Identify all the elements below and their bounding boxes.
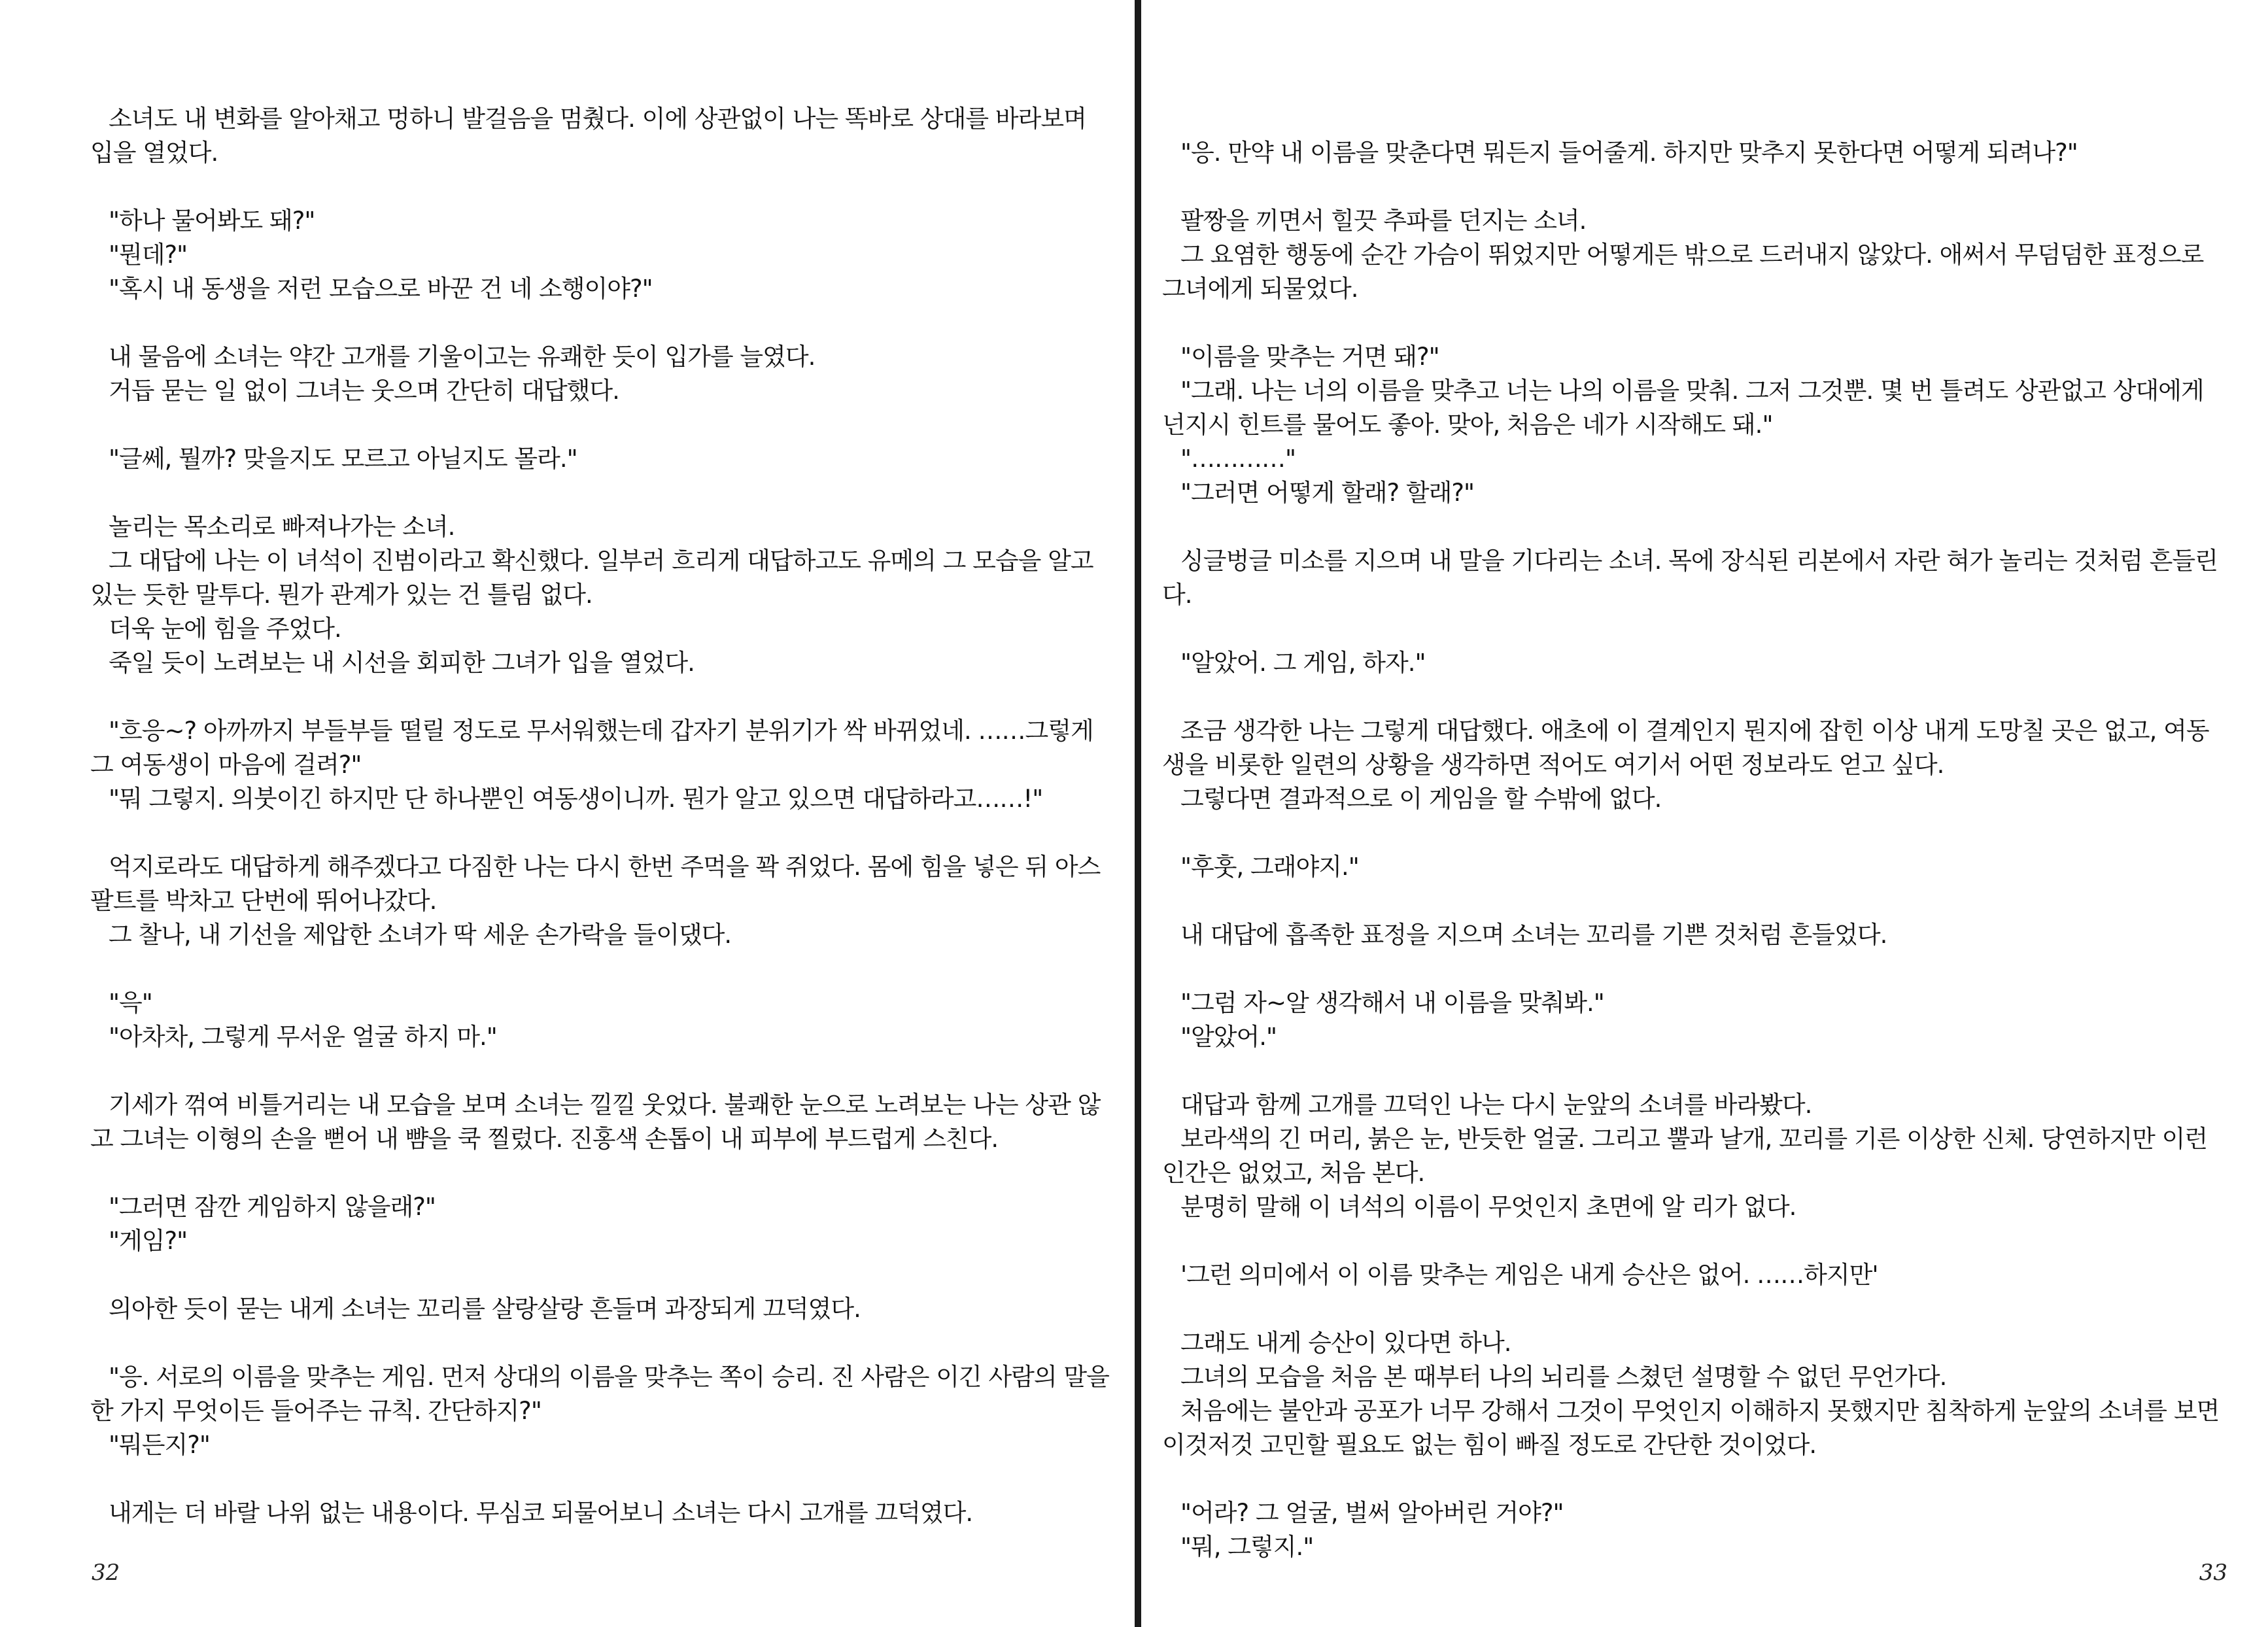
text-paragraph: "윽" bbox=[109, 989, 152, 1017]
paragraph-spacer bbox=[90, 306, 1110, 340]
text-paragraph: "그러면 어떻게 할래? 할래?" bbox=[1180, 479, 1475, 507]
paragraph-spacer bbox=[90, 680, 1110, 714]
left-page-number: 32 bbox=[92, 1560, 120, 1586]
text-paragraph: 거듭 묻는 일 없이 그녀는 웃으며 간단히 대답했다. bbox=[109, 377, 619, 405]
text-paragraph: 보라색의 긴 머리, 붉은 눈, 반듯한 얼굴. 그리고 뿔과 날개, 꼬리를 기른 이상한 신체. 당연하지만 이런 인간은 없었고, 처음 본다. bbox=[1162, 1125, 2214, 1187]
paragraph-spacer bbox=[1162, 680, 2222, 714]
paragraph-spacer bbox=[1162, 510, 2222, 544]
paragraph-spacer bbox=[90, 1326, 1110, 1360]
text-paragraph: "혹시 내 동생을 저런 모습으로 바꾼 건 네 소행이야?" bbox=[109, 275, 653, 303]
text-paragraph: 억지로라도 대답하게 해주겠다고 다짐한 나는 다시 한번 주먹을 꽉 쥐었다. 몸에 힘을 넣은 뒤 아스팔트를 박차고 단번에 뛰어나갔다. bbox=[90, 853, 1101, 915]
text-paragraph: "아차차, 그렇게 무서운 얼굴 하지 마." bbox=[109, 1023, 497, 1051]
text-paragraph: 내 물음에 소녀는 약간 고개를 기울이고는 유쾌한 듯이 입가를 늘였다. bbox=[109, 343, 816, 371]
paragraph-spacer bbox=[1162, 952, 2222, 986]
paragraph-spacer bbox=[1162, 306, 2222, 340]
text-paragraph: 처음에는 불안과 공포가 너무 강해서 그것이 무엇인지 이해하지 못했지만 침착하게 눈앞의 소녀를 보면 이것저것 고민할 필요도 없는 힘이 빠질 정도로 간단한 것이었다. bbox=[1162, 1397, 2227, 1459]
text-paragraph: "그래. 나는 너의 이름을 맞추고 너는 나의 이름을 맞춰. 그저 그것뿐. 몇 번 틀려도 상관없고 상대에게 넌지시 힌트를 물어도 좋아. 맞아, 처음은 네가 시작해도 돼." bbox=[1162, 377, 2211, 439]
text-paragraph: 의아한 듯이 묻는 내게 소녀는 꼬리를 살랑살랑 흔들며 과장되게 끄덕였다. bbox=[109, 1295, 861, 1323]
paragraph-spacer bbox=[1162, 1224, 2222, 1258]
text-paragraph: "흐응~? 아까까지 부들부들 떨릴 정도로 무서워했는데 갑자기 분위기가 싹 바뀌었네. ……그렇게 그 여동생이 마음에 걸려?" bbox=[90, 717, 1101, 779]
text-paragraph: "글쎄, 뭘까? 맞을지도 모르고 아닐지도 몰라." bbox=[109, 445, 577, 473]
right-page-text bbox=[1162, 136, 2227, 1564]
text-paragraph: "그러면 잠깐 게임하지 않을래?" bbox=[109, 1193, 436, 1221]
paragraph-spacer bbox=[90, 1258, 1110, 1292]
text-paragraph: "후훗, 그래야지." bbox=[1180, 853, 1359, 881]
text-paragraph: 분명히 말해 이 녀석의 이름이 무엇인지 초면에 알 리가 없다. bbox=[1180, 1193, 1796, 1221]
text-paragraph: 놀리는 목소리로 빠져나가는 소녀. bbox=[109, 513, 455, 541]
paragraph-spacer bbox=[90, 816, 1110, 850]
paragraph-spacer bbox=[90, 1462, 1110, 1496]
paragraph-spacer bbox=[1162, 816, 2222, 850]
text-paragraph: 조금 생각한 나는 그렇게 대답했다. 애초에 이 결계인지 뭔지에 잡힌 이상 내게 도망칠 곳은 없고, 여동생을 비롯한 일련의 상황을 생각하면 적어도 여기서 어떤 정보라도 얻고 싶다. bbox=[1162, 717, 2209, 779]
text-paragraph: "어라? 그 얼굴, 벌써 알아버린 거야?" bbox=[1180, 1499, 1564, 1527]
paragraph-spacer bbox=[1162, 1054, 2222, 1088]
text-paragraph: "뭔데?" bbox=[109, 241, 188, 269]
text-paragraph: 그 찰나, 내 기선을 제압한 소녀가 딱 세운 손가락을 들이댔다. bbox=[109, 921, 732, 949]
text-paragraph: 죽일 듯이 노려보는 내 시선을 회피한 그녀가 입을 열었다. bbox=[109, 649, 695, 677]
paragraph-spacer bbox=[1162, 612, 2222, 646]
text-paragraph: "응. 만약 내 이름을 맞춘다면 뭐든지 들어줄게. 하지만 맞추지 못한다면 어떻게 되려나?" bbox=[1180, 139, 2078, 167]
text-paragraph: 그래도 내게 승산이 있다면 하나. bbox=[1180, 1329, 1511, 1357]
text-paragraph: "뭐 그렇지. 의붓이긴 하지만 단 하나뿐인 여동생이니까. 뭔가 알고 있으면 대답하라고……!" bbox=[109, 785, 1043, 813]
text-paragraph: "뭐든지?" bbox=[109, 1431, 210, 1459]
text-paragraph: "응. 서로의 이름을 맞추는 게임. 먼저 상대의 이름을 맞추는 쪽이 승리. 진 사람은 이긴 사람의 말을 한 가지 무엇이든 들어주는 규칙. 간단하지?" bbox=[90, 1363, 1116, 1425]
paragraph-spacer bbox=[1162, 1292, 2222, 1326]
paragraph-spacer bbox=[90, 476, 1110, 510]
text-paragraph: "뭐, 그렇지." bbox=[1180, 1533, 1314, 1561]
paragraph-spacer bbox=[90, 1054, 1110, 1088]
text-paragraph: 그녀의 모습을 처음 본 때부터 나의 뇌리를 스쳤던 설명할 수 없던 무언가다. bbox=[1180, 1363, 1947, 1391]
paragraph-spacer bbox=[90, 408, 1110, 442]
paragraph-spacer bbox=[1162, 1462, 2222, 1496]
text-paragraph: 내게는 더 바랄 나위 없는 내용이다. 무심코 되물어보니 소녀는 다시 고개를 끄덕였다. bbox=[109, 1499, 973, 1527]
left-page-text bbox=[90, 102, 1116, 1530]
text-paragraph: 소녀도 내 변화를 알아채고 멍하니 발걸음을 멈췄다. 이에 상관없이 나는 똑바로 상대를 바라보며 입을 열었다. bbox=[90, 105, 1093, 167]
text-paragraph: "그럼 자~알 생각해서 내 이름을 맞춰봐." bbox=[1180, 989, 1604, 1017]
page-gutter-divider bbox=[1135, 0, 1141, 1627]
text-paragraph: 그렇다면 결과적으로 이 게임을 할 수밖에 없다. bbox=[1180, 785, 1662, 813]
text-paragraph: 팔짱을 끼면서 힐끗 추파를 던지는 소녀. bbox=[1180, 207, 1587, 235]
paragraph-spacer bbox=[90, 170, 1110, 204]
text-paragraph: "…………" bbox=[1180, 445, 1296, 473]
text-paragraph: 기세가 꺾여 비틀거리는 내 모습을 보며 소녀는 낄낄 웃었다. 불쾌한 눈으로 노려보는 나는 상관 않고 그녀는 이형의 손을 뻗어 내 뺨을 쿡 찔렀다. 진홍색 손톱이 내 피부에 부드럽게 스친다. bbox=[90, 1091, 1101, 1153]
text-paragraph: 싱글벙글 미소를 지으며 내 말을 기다리는 소녀. 목에 장식된 리본에서 자란 혀가 놀리는 것처럼 흔들린다. bbox=[1162, 547, 2218, 609]
right-page-number: 33 bbox=[2199, 1560, 2227, 1586]
text-paragraph: 대답과 함께 고개를 끄덕인 나는 다시 눈앞의 소녀를 바라봤다. bbox=[1180, 1091, 1812, 1119]
text-paragraph: "게임?" bbox=[109, 1227, 188, 1255]
paragraph-spacer bbox=[1162, 170, 2222, 204]
text-paragraph: '그런 의미에서 이 이름 맞추는 게임은 내게 승산은 없어. ……하지만' bbox=[1180, 1261, 1878, 1289]
text-paragraph: 그 대답에 나는 이 녀석이 진범이라고 확신했다. 일부러 흐리게 대답하고도 유메의 그 모습을 알고 있는 듯한 말투다. 뭔가 관계가 있는 건 틀림 없다. bbox=[90, 547, 1101, 609]
text-paragraph: "알았어. 그 게임, 하자." bbox=[1180, 649, 1426, 677]
paragraph-spacer bbox=[90, 952, 1110, 986]
paragraph-spacer bbox=[90, 1156, 1110, 1190]
text-paragraph: "이름을 맞추는 거면 돼?" bbox=[1180, 343, 1439, 371]
text-paragraph: 그 요염한 행동에 순간 가슴이 뛰었지만 어떻게든 밖으로 드러내지 않았다. 애써서 무덤덤한 표정으로 그녀에게 되물었다. bbox=[1162, 241, 2211, 303]
text-paragraph: "알았어." bbox=[1180, 1023, 1277, 1051]
text-paragraph: "하나 물어봐도 돼?" bbox=[109, 207, 315, 235]
text-paragraph: 내 대답에 흡족한 표정을 지으며 소녀는 꼬리를 기쁜 것처럼 흔들었다. bbox=[1180, 921, 1887, 949]
right-page bbox=[1141, 0, 2268, 1627]
paragraph-spacer bbox=[1162, 884, 2222, 918]
text-paragraph: 더욱 눈에 힘을 주었다. bbox=[109, 615, 341, 643]
